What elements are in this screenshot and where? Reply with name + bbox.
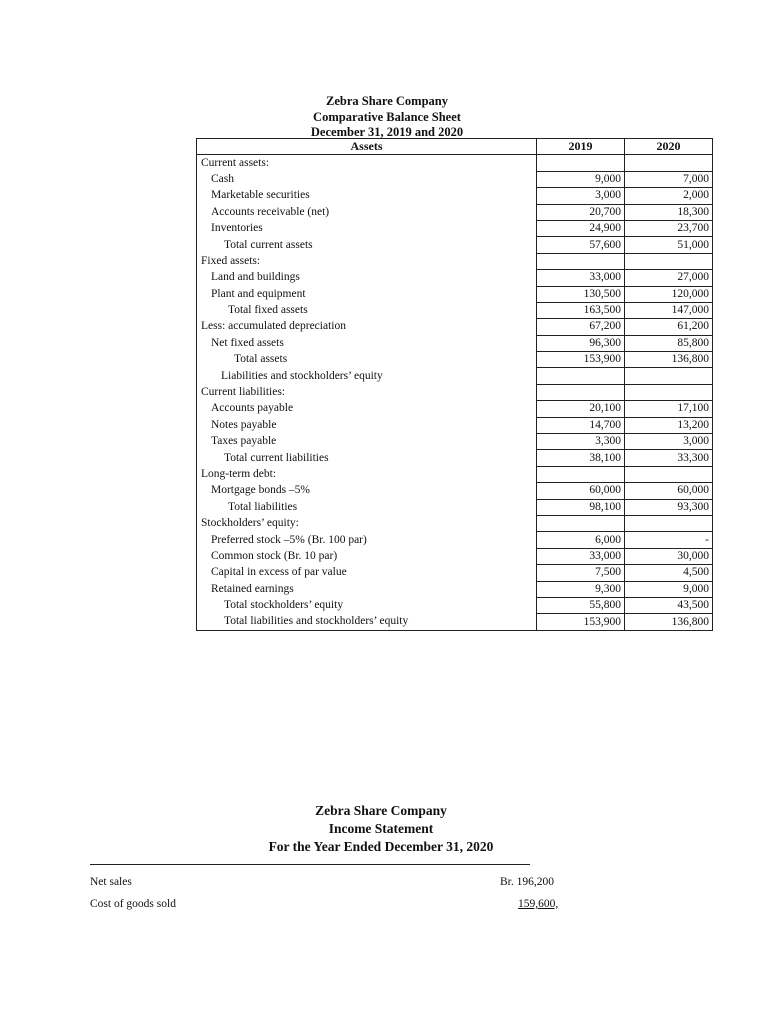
balance-sheet-value-2020: 17,100 <box>625 401 713 417</box>
balance-sheet-value-2020: 27,000 <box>625 270 713 286</box>
balance-sheet-value-2020: 85,800 <box>625 335 713 351</box>
balance-sheet-row-label: Total assets <box>197 352 537 368</box>
balance-sheet-value-2020: 43,500 <box>625 597 713 613</box>
balance-sheet-value-2020: 2,000 <box>625 188 713 204</box>
assets-column-header: Assets <box>197 139 537 155</box>
balance-sheet-row <box>197 548 713 564</box>
balance-sheet-row-label: Cash <box>197 171 537 187</box>
balance-sheet-row <box>197 532 713 548</box>
balance-sheet-value-2020 <box>625 155 713 171</box>
balance-sheet-value-2020: - <box>625 532 713 548</box>
balance-sheet-value-2019: 98,100 <box>537 499 625 515</box>
balance-sheet-header-row <box>197 139 713 155</box>
balance-sheet-value-2020: 30,000 <box>625 548 713 564</box>
balance-sheet-value-2020: 136,800 <box>625 352 713 368</box>
balance-sheet-value-2019: 33,000 <box>537 270 625 286</box>
balance-sheet-value-2019 <box>537 466 625 482</box>
balance-sheet-value-2019: 130,500 <box>537 286 625 302</box>
balance-sheet-value-2020: 147,000 <box>625 302 713 318</box>
balance-sheet-row <box>197 614 713 630</box>
balance-sheet-value-2019: 24,900 <box>537 220 625 236</box>
balance-sheet-value-2019: 7,500 <box>537 565 625 581</box>
balance-sheet-row-label: Long-term debt: <box>197 466 537 482</box>
year-2020-column-header: 2020 <box>625 139 713 155</box>
balance-sheet-value-2019: 57,600 <box>537 237 625 253</box>
balance-sheet-value-2019 <box>537 253 625 269</box>
balance-sheet-row <box>197 220 713 236</box>
balance-sheet-row-label: Total fixed assets <box>197 302 537 318</box>
balance-sheet-value-2020: 120,000 <box>625 286 713 302</box>
balance-sheet-value-2019 <box>537 155 625 171</box>
balance-sheet-row <box>197 417 713 433</box>
balance-sheet-row <box>197 188 713 204</box>
balance-sheet-row <box>197 565 713 581</box>
balance-sheet-row-label: Net fixed assets <box>197 335 537 351</box>
balance-sheet-row-label: Marketable securities <box>197 188 537 204</box>
balance-sheet-row <box>197 171 713 187</box>
balance-sheet-value-2020: 136,800 <box>625 614 713 630</box>
balance-sheet-value-2020 <box>625 515 713 531</box>
balance-sheet-row <box>197 335 713 351</box>
balance-sheet-row-label: Inventories <box>197 220 537 236</box>
balance-sheet-value-2019 <box>537 384 625 400</box>
balance-sheet-value-2019: 153,900 <box>537 614 625 630</box>
balance-sheet-row <box>197 253 713 269</box>
balance-sheet-row <box>197 401 713 417</box>
balance-sheet-value-2019: 96,300 <box>537 335 625 351</box>
income-statement-header <box>250 802 512 856</box>
balance-sheet-row-label: Stockholders’ equity: <box>197 515 537 531</box>
balance-sheet-value-2020 <box>625 368 713 384</box>
balance-sheet-value-2020: 33,300 <box>625 450 713 466</box>
balance-sheet-row-label: Plant and equipment <box>197 286 537 302</box>
balance-sheet-value-2019: 3,300 <box>537 434 625 450</box>
balance-sheet-value-2019: 38,100 <box>537 450 625 466</box>
balance-sheet-value-2020: 60,000 <box>625 483 713 499</box>
balance-sheet-row-label: Common stock (Br. 10 par) <box>197 548 537 564</box>
balance-sheet-row-label: Retained earnings <box>197 581 537 597</box>
income-row-label: Cost of goods sold <box>90 898 176 910</box>
balance-sheet-row <box>197 237 713 253</box>
balance-sheet-row <box>197 515 713 531</box>
income-row-label: Net sales <box>90 876 132 888</box>
balance-sheet-value-2019: 20,100 <box>537 401 625 417</box>
balance-sheet-value-2019: 14,700 <box>537 417 625 433</box>
balance-sheet-value-2020: 51,000 <box>625 237 713 253</box>
balance-sheet-period: December 31, 2019 and 2020 <box>310 125 464 139</box>
balance-sheet-row <box>197 204 713 220</box>
balance-sheet-row <box>197 352 713 368</box>
balance-sheet-value-2019 <box>537 515 625 531</box>
balance-sheet-row <box>197 384 713 400</box>
balance-sheet-row-label: Total stockholders’ equity <box>197 597 537 613</box>
balance-sheet-value-2019: 9,000 <box>537 171 625 187</box>
balance-sheet-row <box>197 581 713 597</box>
balance-sheet-row-label: Current liabilities: <box>197 384 537 400</box>
balance-sheet-row-label: Land and buildings <box>197 270 537 286</box>
balance-sheet-value-2019: 20,700 <box>537 204 625 220</box>
balance-sheet-value-2020: 61,200 <box>625 319 713 335</box>
balance-sheet-value-2020 <box>625 253 713 269</box>
income-row-net-sales <box>90 876 580 892</box>
balance-sheet-value-2019: 55,800 <box>537 597 625 613</box>
balance-sheet-row-label: Total current liabilities <box>197 450 537 466</box>
balance-sheet-row-label: Mortgage bonds –5% <box>197 483 537 499</box>
balance-sheet-header <box>196 94 578 141</box>
income-row-amount: 159,600, <box>518 898 559 910</box>
balance-sheet-value-2020: 18,300 <box>625 204 713 220</box>
balance-sheet-value-2020: 23,700 <box>625 220 713 236</box>
balance-sheet-value-2019: 6,000 <box>537 532 625 548</box>
balance-sheet-value-2019: 9,300 <box>537 581 625 597</box>
balance-sheet-row <box>197 270 713 286</box>
balance-sheet-value-2020: 93,300 <box>625 499 713 515</box>
balance-sheet-table <box>196 138 713 631</box>
income-statement-title: Income Statement <box>328 821 434 836</box>
balance-sheet-value-2019: 33,000 <box>537 548 625 564</box>
balance-sheet-row-label: Capital in excess of par value <box>197 565 537 581</box>
balance-sheet-row <box>197 155 713 171</box>
balance-sheet-row-label: Accounts payable <box>197 401 537 417</box>
balance-sheet-value-2020: 9,000 <box>625 581 713 597</box>
balance-sheet-row <box>197 499 713 515</box>
balance-sheet-value-2019: 67,200 <box>537 319 625 335</box>
balance-sheet-row-label: Total current assets <box>197 237 537 253</box>
balance-sheet-row <box>197 483 713 499</box>
balance-sheet-body <box>197 155 713 630</box>
balance-sheet-row-label: Accounts receivable (net) <box>197 204 537 220</box>
income-row-cost-of-goods-sold <box>90 898 580 914</box>
balance-sheet-row-label: Fixed assets: <box>197 253 537 269</box>
income-row-amount: Br. 196,200 <box>500 876 554 888</box>
balance-sheet-row <box>197 466 713 482</box>
balance-sheet-value-2020: 13,200 <box>625 417 713 433</box>
balance-sheet-row-label: Preferred stock –5% (Br. 100 par) <box>197 532 537 548</box>
balance-sheet-title: Comparative Balance Sheet <box>313 109 461 124</box>
balance-sheet-row-label: Taxes payable <box>197 434 537 450</box>
balance-sheet-row-label: Current assets: <box>197 155 537 171</box>
balance-sheet-value-2019: 60,000 <box>537 483 625 499</box>
balance-sheet-row-label: Notes payable <box>197 417 537 433</box>
balance-sheet-row-label: Less: accumulated depreciation <box>197 319 537 335</box>
balance-sheet-company: Zebra Share Company <box>325 94 448 108</box>
balance-sheet-value-2019: 163,500 <box>537 302 625 318</box>
income-statement-company: Zebra Share Company <box>315 803 447 818</box>
balance-sheet-row <box>197 368 713 384</box>
balance-sheet-row-label: Liabilities and stockholders’ equity <box>197 368 537 384</box>
balance-sheet-value-2020: 7,000 <box>625 171 713 187</box>
balance-sheet-row <box>197 597 713 613</box>
balance-sheet-row <box>197 302 713 318</box>
balance-sheet-value-2020 <box>625 466 713 482</box>
balance-sheet-row <box>197 450 713 466</box>
balance-sheet-row <box>197 319 713 335</box>
income-statement-period: For the Year Ended December 31, 2020 <box>268 839 494 854</box>
balance-sheet-value-2020: 3,000 <box>625 434 713 450</box>
balance-sheet-row-label: Total liabilities <box>197 499 537 515</box>
balance-sheet-value-2019 <box>537 368 625 384</box>
balance-sheet-value-2019: 153,900 <box>537 352 625 368</box>
year-2019-column-header: 2019 <box>537 139 625 155</box>
balance-sheet-value-2019: 3,000 <box>537 188 625 204</box>
balance-sheet-row <box>197 434 713 450</box>
balance-sheet-value-2020: 4,500 <box>625 565 713 581</box>
income-statement-divider <box>90 864 530 865</box>
balance-sheet-row-label: Total liabilities and stockholders’ equity <box>197 614 537 630</box>
balance-sheet-value-2020 <box>625 384 713 400</box>
balance-sheet-row <box>197 286 713 302</box>
